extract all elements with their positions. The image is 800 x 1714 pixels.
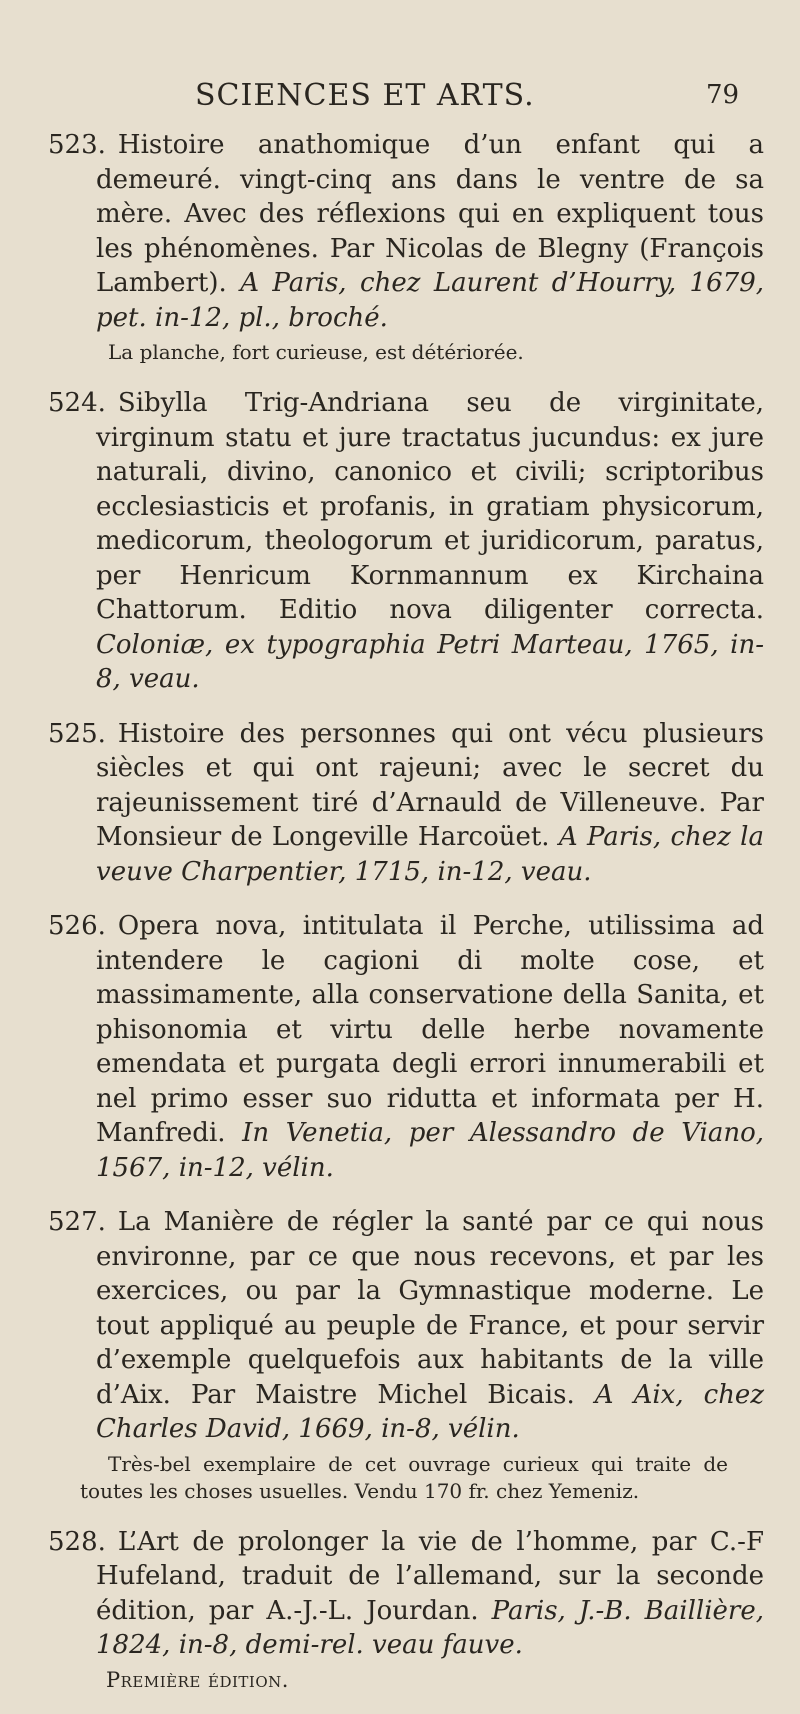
entry-imprint: Paris, J.-B. Baillière, 1824, in-8, demi-rel. veau fauve. xyxy=(96,1595,764,1660)
entry-note: La planche, fort curieuse, est détériorée. xyxy=(108,340,524,364)
entry-text xyxy=(48,1205,764,1447)
entry-number: 523. xyxy=(48,130,106,160)
catalogue-entry-527 xyxy=(0,1205,800,1505)
entry-text xyxy=(48,386,764,697)
entry-title: L’Art de prolonger la vie de l’homme, par C.-F Hufeland, traduit de l’allemand, sur la seconde édition, par A.-J.-L. Jourdan. xyxy=(96,1526,764,1626)
entry-number: 526. xyxy=(48,911,106,941)
entry-imprint: In Venetia, per Alessandro de Viano, 1567, in-12, vélin. xyxy=(96,1118,765,1183)
entry-imprint: A Paris, chez la veuve Charpentier, 1715, in-12, veau. xyxy=(96,822,764,887)
entry-text xyxy=(48,717,764,890)
entry-number: 527. xyxy=(48,1207,106,1237)
entry-title: Histoire anathomique d’un enfant qui a demeuré. vingt-cinq ans dans le ventre de sa mère. Avec des réflexions qui en expliquent tous les phénomènes. Par Nicolas de Blegny (François Lambert). xyxy=(96,130,764,298)
entry-text xyxy=(48,1525,764,1663)
entry-imprint: A Paris, chez Laurent d’Hourry, 1679, pet. in-12, pl., broché. xyxy=(96,268,764,333)
catalogue-entry-526 xyxy=(0,909,800,1185)
entry-title: La Manière de régler la santé par ce qui nous environne, par ce que nous recevons, et par les exercices, ou par la Gymnastique moderne. Le tout appliqué au peuple de France, et pour servir d’exemple quelquefois aux habitants de la ville d’Aix. Par Maistre Michel Bicais. xyxy=(96,1207,764,1410)
catalogue-entry-524 xyxy=(0,386,800,697)
entry-note: Première édition. xyxy=(106,1667,289,1692)
entry-number: 525. xyxy=(48,718,106,749)
running-title: SCIENCES ET ARTS. xyxy=(195,78,535,113)
page-number: 79 xyxy=(706,80,740,110)
catalogue-entry-525 xyxy=(0,717,800,890)
entry-number: 524. xyxy=(48,388,106,418)
entry-title: Sibylla Trig-Andriana seu de virginitate, virginum statu et jure tractatus jucundus: ex jure naturali, divino, canonico et civili; scriptoribus ecclesiasticis et profanis, in gratiam physicorum, medicorum, theologorum et juridicorum, paratus, per Henricum Kornmannum ex Kirchaina Chattorum. Editio nova diligenter correcta. xyxy=(96,388,764,625)
entry-number: 528. xyxy=(48,1526,106,1557)
catalogue-entry-523 xyxy=(0,128,800,366)
entry-text xyxy=(48,909,764,1185)
entry-imprint: Coloniæ, ex typographia Petri Marteau, 1765, in-8, veau. xyxy=(96,629,764,694)
catalogue-entry-528 xyxy=(0,1525,800,1694)
entry-text xyxy=(48,128,764,335)
entry-title: Histoire des personnes qui ont vécu plusieurs siècles et qui ont rajeuni; avec le secret du rajeunissement tiré d’Arnauld de Villeneuve. Par Monsieur de Longeville Harcoüet. xyxy=(96,718,764,852)
entry-title: Opera nova, intitulata il Perche, utilissima ad intendere le cagioni di molte cose, et massimamente, alla conservatione della Sanita, et phisonomia et virtu delle herbe novamente emendata et purgata degli errori innumerabili et nel primo esser suo ridutta et informata per H. Manfredi. xyxy=(96,911,764,1148)
page-header xyxy=(0,78,800,122)
entry-note: Très-bel exemplaire de cet ouvrage curieux qui traite de toutes les choses usuelles. Vendu 170 fr. chez Yemeniz. xyxy=(80,1451,728,1503)
entry-imprint: A Aix, chez Charles David, 1669, in-8, vélin. xyxy=(96,1379,765,1444)
catalogue-entries xyxy=(0,128,800,1714)
